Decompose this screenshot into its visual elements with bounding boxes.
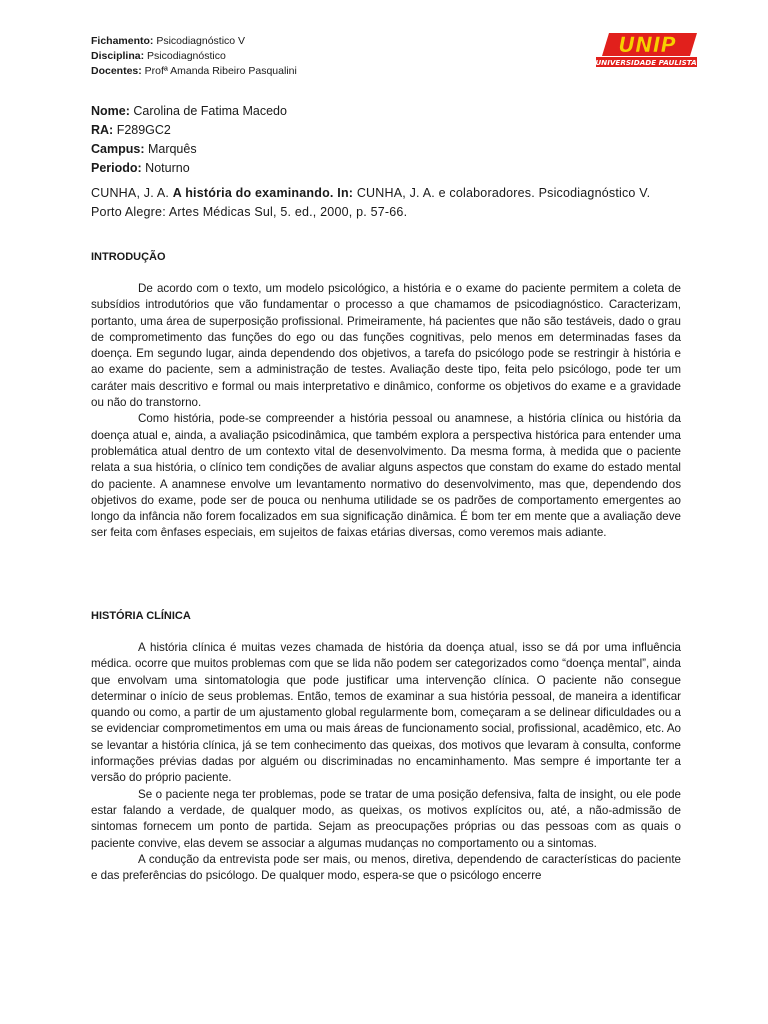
fichamento-line: Fichamento: Psicodiagnóstico V <box>91 35 246 47</box>
clinical-history-paragraph-3: A condução da entrevista pode ser mais, ou menos, diretiva, dependendo de características do paciente e das preferências do psicólogo. De qualquer modo, espera-se que o psicólogo encerre <box>91 852 681 883</box>
introduction-heading: INTRODUÇÃO <box>91 251 166 263</box>
clinical-history-paragraph-2: Se o paciente nega ter problemas, pode se tratar de uma posição defensiva, falta de insight, ou ele pode estar falando a verdade, de qualquer modo, as queixas, os motivos explícitos ou, até, a não-admissão de sintomas fornecem um ponto de partida. Sejam as preocupações próprias ou das pessoas com as quais o paciente convive, elas devem se associar a algumas mudanças no comportamento ou a sintomas. <box>91 787 681 850</box>
disciplina-line: Disciplina: Psicodiagnóstico <box>91 50 226 62</box>
docentes-line: Docentes: Profª Amanda Ribeiro Pasqualini <box>91 65 297 77</box>
clinical-history-section <box>91 608 681 884</box>
introduction-paragraph-1: De acordo com o texto, um modelo psicológico, a história e o exame do paciente permitem a coleta de subsídios introdutórios que vão fundamentar o processo a que chamamos de psicodiagnóstico. Caracterizam, portanto, uma área de superposição profissional. Primeiramente, há pacientes que não são testáveis, dado o grau de comprometimento das funções do ego ou das funções cognitivas, pelo menos em determinadas fases da doença. Em segundo lugar, ainda dependendo dos objetivos, a tarefa do psicólogo pode se restringir à história e ao exame do paciente, sem a administração de testes. Avaliação deste tipo, feita pelo psicólogo, pode ter um caráter mais descritivo e formal ou mais interpretativo e dinâmico, conforme os objetivos do exame e a gravidade ou não do transtorno. <box>91 282 681 410</box>
ra-line: RA: F289GC2 <box>91 123 171 137</box>
clinical-history-heading: HISTÓRIA CLÍNICA <box>91 610 191 622</box>
introduction-section <box>91 249 681 542</box>
student-info <box>91 102 287 178</box>
logo-subtext: UNIVERSIDADE PAULISTA <box>595 57 697 67</box>
periodo-line: Periodo: Noturno <box>91 161 190 175</box>
campus-line: Campus: Marquês <box>91 142 197 156</box>
logo-wordmark: UNIP <box>618 33 676 57</box>
bibliographic-reference: CUNHA, J. A. A história do examinando. In: CUNHA, J. A. e colaboradores. Psicodiagnóstico V. Porto Alegre: Artes Médicas Sul, 5. ed., 2000, p. 57-66. <box>91 186 651 219</box>
course-header <box>91 34 297 79</box>
clinical-history-paragraph-1: A história clínica é muitas vezes chamada de história da doença atual, isso se dá por uma influência médica. ocorre que muitos problemas com que se lida não podem ser categorizados como “doença mental”, ainda que envolvam uma sintomatologia que pode justificar uma intervenção clínica. O paciente não consegue determinar o início de seus problemas. Então, temos de examinar a sua história pessoal, de maneira a identificar quando ou como, a partir de um ajustamento global regularmente bom, começaram a se delinear dificuldades ou a se evidenciar comprometimentos em uma ou mais áreas de funcionamento social, profissional, acadêmico, etc. Ao se levantar a história clínica, já se tem conhecimento das queixas, dos motivos que levaram à consulta, conforme informações prévias dadas por alguém ou discriminadas no encaminhamento. Mas sempre é importante ter a versão do próprio paciente. <box>91 641 681 785</box>
introduction-paragraph-2: Como história, pode-se compreender a história pessoal ou anamnese, a história clínica ou história da doença atual e, ainda, a avaliação psicodinâmica, que também explora a perspectiva histórica para entender uma problemática atual dentro de um contexto vital de desenvolvimento. Da mesma forma, à medida que o paciente relata a sua história, o clínico tem condições de avaliar alguns aspectos que constam do exame do estado mental do paciente. A anamnese envolve um levantamento normativo do desenvolvimento, mas que, dependendo dos objetivos do exame, pode ser de pouca ou nenhuma utilidade se os padrões de comportamento emergentes ao longo da infância não forem focalizados em sua significação dinâmica. É bom ter em mente que a avaliação deve ser feita com ênfases especiais, em sujeitos de faixas etárias diversas, como veremos mais adiante. <box>91 412 681 540</box>
unip-logo <box>592 32 698 68</box>
nome-line: Nome: Carolina de Fatima Macedo <box>91 104 287 118</box>
